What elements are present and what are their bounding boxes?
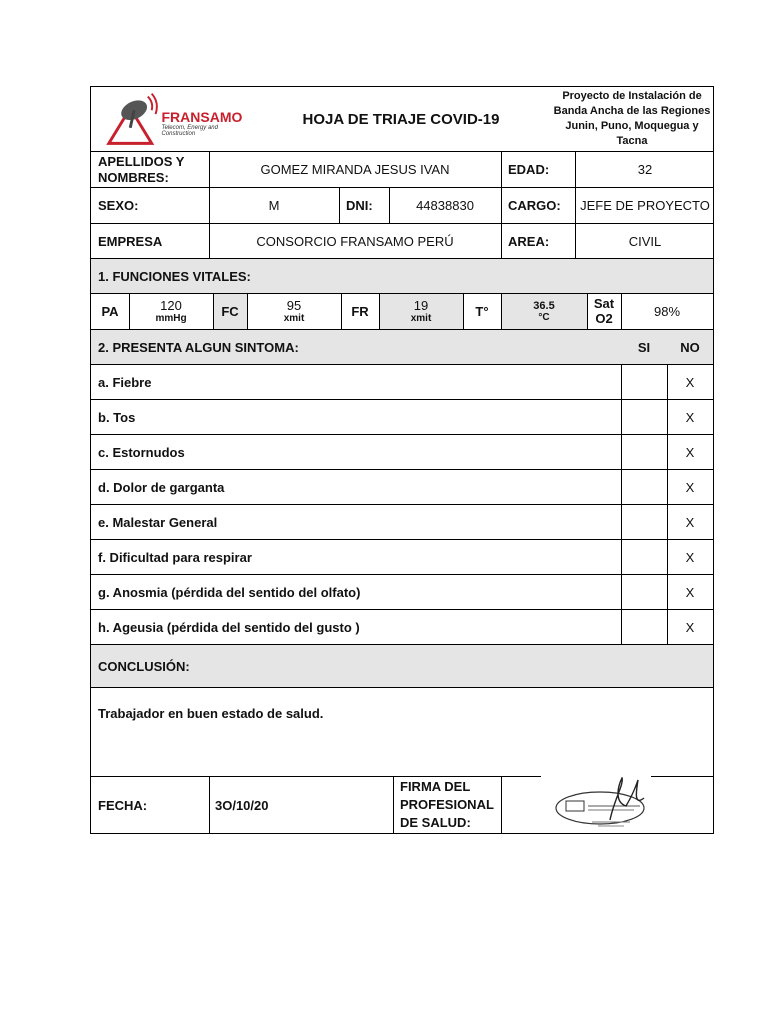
rule [575,151,576,259]
rule [341,293,342,329]
conclusion-label: CONCLUSIÓN: [91,645,713,687]
no-header: NO [667,330,713,364]
rule [129,293,130,329]
age-value: 32 [637,162,653,177]
firma-label: FIRMA DEL PROFESIONAL DE SALUD: [400,779,494,830]
dni-label: DNI: [346,198,373,213]
rule [91,469,713,470]
symptom-row-label: d. Dolor de garganta [98,479,225,495]
logo [101,89,251,149]
symptom-si-mark [621,575,667,609]
sex-label: SEXO: [98,198,139,213]
fr-label: FR [351,304,369,319]
fc-label: FC [213,294,247,329]
symptom-no-mark: X [685,374,695,390]
sex-value: M [268,198,280,213]
t-value: 36.5 °C [501,294,587,329]
vitals-section-title: 1. FUNCIONES VITALES: [91,259,713,293]
rule [91,258,713,259]
symptom-row-label: b. Tos [98,409,136,425]
symptom-row-label: g. Anosmia (pérdida del sentido del olfato) [98,584,361,600]
symptom-no-mark: X [685,444,695,460]
symptom-row-label: e. Malestar General [98,514,218,530]
rule [91,776,541,777]
fc-value: 95 xmit [283,297,305,325]
rule [91,539,713,540]
t-label: T° [475,304,489,319]
rule [91,574,713,575]
rule [501,776,502,834]
rule [501,151,502,259]
rule [91,434,713,435]
name-label: APELLIDOS Y NOMBRES: [98,153,185,185]
rule [379,293,380,329]
area-value: CIVIL [628,233,662,249]
symptom-row-label: h. Ageusia (pérdida del sentido del gusto ) [98,619,360,635]
pa-label: PA [101,304,119,319]
rule [91,609,713,610]
rule [91,187,713,188]
logo-text: FRANSAMO [161,109,243,125]
symptom-si-mark [621,505,667,539]
symptom-row-label: f. Dificultad para respirar [98,549,252,565]
sat-value: 98% [653,304,681,319]
rule [91,329,713,330]
triage-form [90,86,714,834]
rule [389,187,390,223]
rule [463,293,464,329]
symptom-no-mark: X [685,514,695,530]
area-label: AREA: [508,233,550,249]
fecha-label: FECHA: [98,797,148,813]
logo-tagline: Telecom, Energy and Construction [161,125,218,137]
symptom-no-mark: X [685,549,695,565]
cargo-label: CARGO: [508,198,561,213]
symptom-si-mark [621,470,667,504]
symptom-no-mark: X [685,409,695,425]
rule [621,364,622,645]
rule [91,223,713,224]
symptom-row-label: c. Estornudos [98,444,185,460]
symptom-si-mark [621,540,667,574]
symptom-si-mark [621,365,667,399]
rule [209,151,210,259]
symptom-no-mark: X [685,479,695,495]
rule [91,504,713,505]
rule [621,293,622,329]
fecha-value: 3O/10/20 [215,797,269,813]
rule [651,776,713,777]
rule [91,644,713,645]
project-description: Proyecto de Instalación de Banda Ancha de las Regiones Junin, Puno, Moquegua y Tacna [553,90,711,147]
symptoms-section-title: 2. PRESENTA ALGUN SINTOMA: [91,330,621,364]
dni-value: 44838830 [416,198,474,213]
signature-area [501,777,713,833]
rule [393,776,394,834]
empresa-label: EMPRESA [98,233,163,249]
fr-value: 19 xmit [379,294,463,329]
form-title: HOJA DE TRIAJE COVID-19 [302,110,500,128]
symptom-no-mark: X [685,584,695,600]
symptom-si-mark [621,400,667,434]
rule [213,293,214,329]
rule [587,293,588,329]
rule [247,293,248,329]
symptom-si-mark [621,435,667,469]
age-label: EDAD: [508,162,550,177]
rule [209,776,210,834]
symptom-row-label: a. Fiebre [98,374,152,390]
rule [91,399,713,400]
symptom-si-mark [621,610,667,644]
rule [91,151,713,152]
rule [501,293,502,329]
rule [91,364,713,365]
rule [91,687,713,688]
signature-stamp-image [552,777,662,833]
empresa-value: CONSORCIO FRANSAMO PERÚ [256,233,454,249]
conclusion-text: Trabajador en buen estado de salud. [98,706,324,721]
si-header: SI [621,330,667,364]
pa-value: 120 mmHg [155,297,187,325]
cargo-value: JEFE DE PROYECTO [580,198,710,213]
rule [91,293,713,294]
name-value: GOMEZ MIRANDA JESUS IVAN [260,162,450,177]
rule [339,187,340,223]
rule [667,364,668,645]
sat-label: Sat O2 [593,296,615,326]
symptom-no-mark: X [685,619,695,635]
satellite-dish-icon [101,90,159,148]
